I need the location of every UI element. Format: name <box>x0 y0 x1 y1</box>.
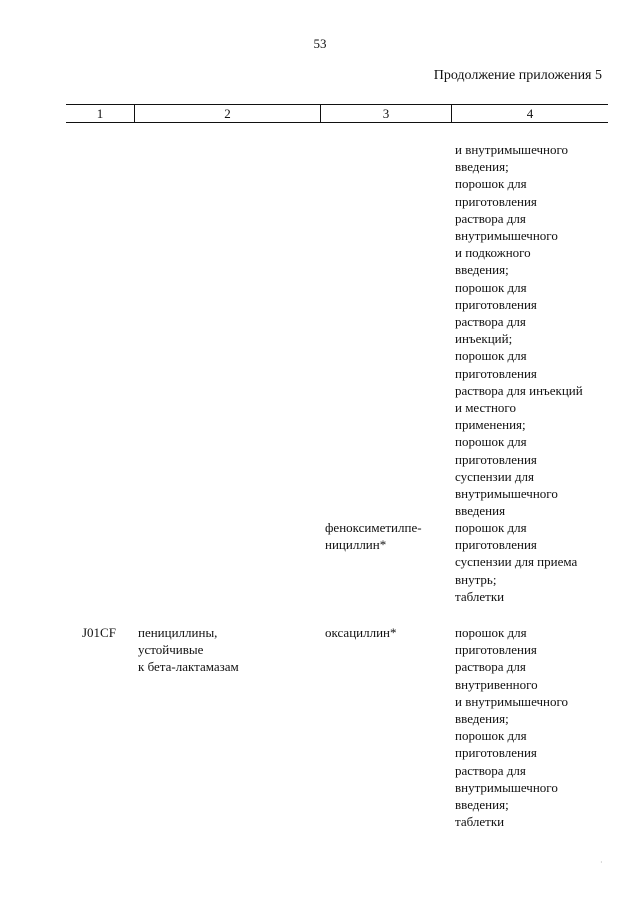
header-col-1: 1 <box>96 106 104 121</box>
header-col-2: 2 <box>224 106 231 121</box>
appendix-title: Продолжение приложения 5 <box>433 68 602 83</box>
header-col-4: 4 <box>526 106 534 121</box>
row2-forms: порошок для приготовления суспензии для приема внутрь; таблетки <box>455 520 578 604</box>
page-number: 53 <box>313 36 327 51</box>
row3-forms: порошок для приготовления раствора для внутривенного и внутримышечного введения; порошок для приготовления раствора для внутримышечного введения; таблетки <box>455 625 569 830</box>
row3-group: пенициллины, устойчивые к бета-лактамазам <box>138 625 239 675</box>
scan-speck: · <box>600 858 603 867</box>
header-col-3: 3 <box>382 106 390 121</box>
table-header <box>66 104 608 123</box>
row2-drug: феноксиметилпе- нициллин* <box>325 520 422 553</box>
row3-drug: оксациллин* <box>325 625 397 640</box>
row1-forms: и внутримышечного введения; порошок для приготовления раствора для внутримышечного и подкожного введения; порошок для приготовления раствора для инъекций; порошок для приготовления раствора для инъекций и местного применения; порошок для приготовления суспензии для внутримышечного введения <box>455 142 583 519</box>
row3-code: J01CF <box>82 625 116 640</box>
